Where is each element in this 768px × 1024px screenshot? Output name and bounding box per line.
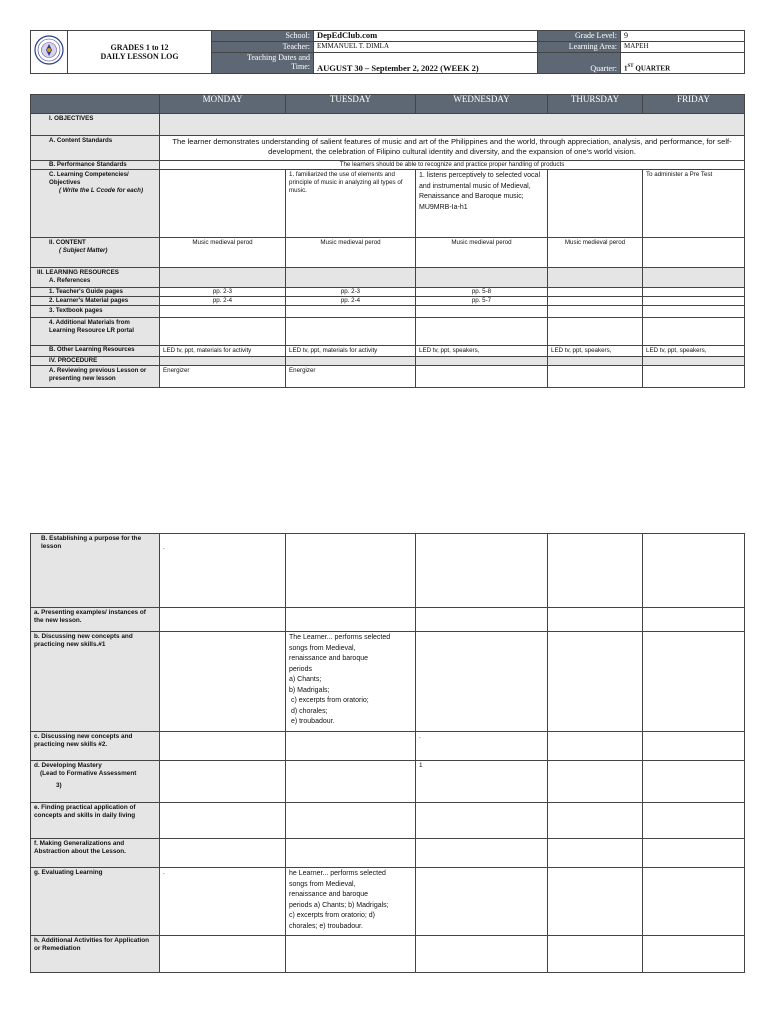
evaluating-wednesday [416, 868, 548, 936]
other-resources-row [31, 346, 745, 357]
mastery-label [31, 761, 160, 803]
generalizations-friday [643, 839, 745, 868]
resources-wednesday [416, 268, 548, 288]
mastery-line1: d. Developing Mastery [34, 762, 102, 769]
generalizations-tuesday [286, 839, 416, 868]
mastery-thursday [548, 761, 643, 803]
other-resources-tuesday: LED tv, ppt, materials for activity [286, 346, 416, 357]
learning-area-value: MAPEH [621, 42, 745, 53]
content-label [31, 238, 160, 268]
discuss1-tuesday [286, 632, 416, 732]
examples-row [31, 608, 745, 632]
generalizations-wednesday [416, 839, 548, 868]
practical-label: e. Finding practical application of concepts and skills in daily living [31, 803, 160, 839]
teachers-guide-friday [643, 288, 745, 297]
content-tuesday: Music medieval perod [286, 238, 416, 268]
teachers-guide-label: 1. Teacher's Guide pages [31, 288, 160, 297]
textbook-thursday [548, 306, 643, 318]
competencies-tuesday: 1. familiarized the use of elements and principle of music in analyzing all types of music. [286, 170, 416, 238]
evaluating-line: he Learner... performs selected [289, 870, 386, 877]
generalizations-thursday [548, 839, 643, 868]
resources-friday [643, 268, 745, 288]
other-resources-wednesday: LED tv, ppt, speakers, [416, 346, 548, 357]
reviewing-label: A. Reviewing previous Lesson or presenting new lesson [31, 366, 160, 388]
purpose-friday [643, 534, 745, 608]
additional-materials-friday [643, 318, 745, 346]
additional-activities-label: h. Additional Activities for Application or Remediation [31, 936, 160, 973]
examples-friday [643, 608, 745, 632]
discuss1-wednesday [416, 632, 548, 732]
discuss1-line: b) Madrigals; [289, 686, 330, 694]
competencies-note: ( Write the L Ccode for each) [59, 187, 144, 194]
performance-standards-label: B. Performance Standards [31, 161, 160, 170]
other-resources-thursday: LED tv, ppt, speakers, [548, 346, 643, 357]
procedure-wednesday [416, 357, 548, 366]
purpose-tuesday [286, 534, 416, 608]
content-wednesday: Music medieval perod [416, 238, 548, 268]
purpose-wednesday [416, 534, 548, 608]
discuss1-line: a) Chants; [289, 676, 322, 683]
performance-standards-row [31, 161, 745, 170]
learners-material-label: 2. Learner's Material pages [31, 297, 160, 306]
other-resources-label: B. Other Learning Resources [31, 346, 160, 357]
textbook-friday [643, 306, 745, 318]
day-header-friday: FRIDAY [643, 95, 745, 114]
discuss2-friday [643, 732, 745, 761]
day-header-tuesday: TUESDAY [286, 95, 416, 114]
content-title: II. CONTENT [49, 239, 86, 246]
textbook-monday [160, 306, 286, 318]
objectives-row [31, 114, 745, 136]
textbook-row [31, 306, 745, 318]
evaluating-line: songs from Medieval, [289, 880, 356, 888]
discuss2-row [31, 732, 745, 761]
day-header-monday: MONDAY [160, 95, 286, 114]
procedure-thursday [548, 357, 643, 366]
discuss1-line: e) troubadour. [289, 718, 335, 725]
practical-friday [643, 803, 745, 839]
generalizations-row [31, 839, 745, 868]
teaching-dates-label-line2: Time: [291, 62, 310, 71]
lesson-log-table [30, 94, 745, 388]
generalizations-label: f. Making Generalizations and Abstraction about the Lesson. [31, 839, 160, 868]
resources-label [31, 268, 160, 288]
form-title [68, 31, 212, 74]
resources-title: III. LEARNING RESOURCES [37, 269, 119, 276]
reviewing-friday [643, 366, 745, 388]
resources-thursday [548, 268, 643, 288]
deped-seal-logo [31, 31, 68, 74]
day-header-thursday: THURSDAY [548, 95, 643, 114]
additional-materials-row [31, 318, 745, 346]
purpose-monday: . [160, 534, 286, 608]
content-standards-label: A. Content Standards [31, 136, 160, 161]
learners-material-row [31, 297, 745, 306]
form-title-line1: GRADES 1 to 12 [110, 43, 169, 52]
objectives-label: I. OBJECTIVES [31, 114, 160, 136]
examples-wednesday [416, 608, 548, 632]
teachers-guide-tuesday: pp. 2-3 [286, 288, 416, 297]
generalizations-monday [160, 839, 286, 868]
discuss2-wednesday: . [416, 732, 548, 761]
quarter-value [621, 53, 745, 74]
content-note: ( Subject Matter) [59, 247, 108, 254]
competencies-thursday [548, 170, 643, 238]
resources-tuesday [286, 268, 416, 288]
evaluating-line: c) excerpts from oratorio; d) [289, 912, 375, 919]
examples-thursday [548, 608, 643, 632]
mastery-tuesday [286, 761, 416, 803]
evaluating-line: periods a) Chants; b) Madrigals; [289, 901, 389, 909]
textbook-wednesday [416, 306, 548, 318]
learning-area-label: Learning Area: [538, 42, 621, 53]
learners-material-friday [643, 297, 745, 306]
mastery-wednesday: 1 [416, 761, 548, 803]
purpose-row [31, 534, 745, 608]
content-standards-row [31, 136, 745, 161]
discuss2-tuesday [286, 732, 416, 761]
discuss1-label: b. Discussing new concepts and practicing new skills.#1 [31, 632, 160, 732]
teachers-guide-monday: pp. 2-3 [160, 288, 286, 297]
quarter-superscript: ST [627, 63, 634, 69]
discuss1-friday [643, 632, 745, 732]
additional-activities-friday [643, 936, 745, 973]
discuss1-thursday [548, 632, 643, 732]
quarter-number: 1 [624, 64, 628, 72]
other-resources-friday: LED tv, ppt, speakers, [643, 346, 745, 357]
procedure-friday [643, 357, 745, 366]
purpose-thursday [548, 534, 643, 608]
reviewing-monday: Energizer [160, 366, 286, 388]
additional-materials-monday [160, 318, 286, 346]
learners-material-tuesday: pp. 2-4 [286, 297, 416, 306]
reviewing-row [31, 366, 745, 388]
practical-row [31, 803, 745, 839]
content-thursday: Music medieval perod [548, 238, 643, 268]
competencies-wednesday: 1. listens perceptively to selected vocal and instrumental music of Medieval, Renaissance and Baroque music; MU9MRB-Ia-h1 [416, 170, 548, 238]
textbook-tuesday [286, 306, 416, 318]
discuss1-monday [160, 632, 286, 732]
resources-row [31, 268, 745, 288]
other-resources-monday: LED tv, ppt, materials for activity [160, 346, 286, 357]
content-standards-text: The learner demonstrates understanding of salient features of music and art of the Philippines and the world, through appreciation, analysis, and performance, for self-development, the celebration of Filipino cultural identity and diversity, and the expansion of one's world vision. [160, 136, 745, 161]
procedure-tuesday [286, 357, 416, 366]
mastery-line3: 3) [56, 781, 62, 789]
procedure-row [31, 357, 745, 366]
reviewing-tuesday: Energizer [286, 366, 416, 388]
procedure-label: IV. PROCEDURE [31, 357, 160, 366]
procedure-monday [160, 357, 286, 366]
references-label: A. References [49, 277, 91, 284]
mastery-monday [160, 761, 286, 803]
additional-activities-tuesday [286, 936, 416, 973]
school-label: School: [212, 31, 314, 42]
school-value: DepEdClub.com [314, 31, 538, 42]
textbook-label: 3. Textbook pages [31, 306, 160, 318]
competencies-label [31, 170, 160, 238]
day-header-empty [31, 95, 160, 114]
discuss1-row [31, 632, 745, 732]
grade-level-label: Grade Level: [538, 31, 621, 42]
additional-materials-label: 4. Additional Materials from Learning Resource LR portal [31, 318, 160, 346]
learners-material-thursday [548, 297, 643, 306]
teachers-guide-row [31, 288, 745, 297]
reviewing-thursday [548, 366, 643, 388]
competencies-monday [160, 170, 286, 238]
discuss1-line: songs from Medieval, [289, 644, 356, 652]
discuss1-line: c) excerpts from oratorio; [289, 697, 369, 704]
teacher-label: Teacher: [212, 42, 314, 53]
evaluating-friday [643, 868, 745, 936]
day-header-wednesday: WEDNESDAY [416, 95, 548, 114]
day-header-row [31, 95, 745, 114]
content-monday: Music medieval perod [160, 238, 286, 268]
learners-material-wednesday: pp. 5-7 [416, 297, 548, 306]
competencies-title: C. Learning Competencies/ Objectives [49, 171, 129, 186]
competencies-row [31, 170, 745, 238]
form-title-line2: DAILY LESSON LOG [100, 52, 179, 61]
teaching-dates-value: AUGUST 30 – September 2, 2022 (WEEK 2) [314, 53, 538, 74]
additional-materials-tuesday [286, 318, 416, 346]
discuss2-label: c. Discussing new concepts and practicing new skills #2. [31, 732, 160, 761]
procedure-table [30, 533, 745, 973]
practical-thursday [548, 803, 643, 839]
grade-level-value: 9 [621, 31, 745, 42]
discuss2-monday [160, 732, 286, 761]
evaluating-tuesday [286, 868, 416, 936]
examples-tuesday [286, 608, 416, 632]
mastery-row [31, 761, 745, 803]
teachers-guide-thursday [548, 288, 643, 297]
competencies-friday: To administer a Pre Test [643, 170, 745, 238]
purpose-label: B. Establishing a purpose for the lesson [31, 534, 160, 608]
mastery-line2: (Lead to Formative Assessment [40, 770, 137, 778]
practical-monday [160, 803, 286, 839]
resources-monday [160, 268, 286, 288]
evaluating-label: g. Evaluating Learning [31, 868, 160, 936]
teachers-guide-wednesday: pp. 5-8 [416, 288, 548, 297]
discuss1-line: periods [289, 665, 312, 673]
content-row [31, 238, 745, 268]
additional-materials-wednesday [416, 318, 548, 346]
evaluating-monday: . [160, 868, 286, 936]
evaluating-line: renaissance and baroque [289, 891, 369, 898]
evaluating-line: chorales; e) troubadour. [289, 922, 363, 930]
evaluating-row [31, 868, 745, 936]
additional-activities-row [31, 936, 745, 973]
content-friday [643, 238, 745, 268]
teacher-value: EMMANUEL T. DIMLA [314, 42, 538, 53]
examples-label: a. Presenting examples/ instances of the new lesson. [31, 608, 160, 632]
header-table [30, 30, 745, 74]
teaching-dates-label-line1: Teaching Dates and [247, 53, 310, 62]
learners-material-monday: pp. 2-4 [160, 297, 286, 306]
quarter-label: Quarter: [538, 53, 621, 74]
additional-activities-monday [160, 936, 286, 973]
objectives-span [160, 114, 745, 136]
practical-wednesday [416, 803, 548, 839]
performance-standards-text: The learners should be able to recognize and practice proper handling of products [160, 161, 745, 170]
practical-tuesday [286, 803, 416, 839]
quarter-word: QUARTER [633, 64, 671, 72]
discuss2-thursday [548, 732, 643, 761]
discuss1-line: renaissance and baroque [289, 655, 369, 662]
reviewing-wednesday [416, 366, 548, 388]
discuss1-line: d) chorales; [289, 707, 328, 715]
additional-activities-wednesday [416, 936, 548, 973]
additional-activities-thursday [548, 936, 643, 973]
additional-materials-thursday [548, 318, 643, 346]
mastery-friday [643, 761, 745, 803]
discuss1-line: The Learner... performs selected [289, 634, 391, 641]
examples-monday [160, 608, 286, 632]
evaluating-thursday [548, 868, 643, 936]
teaching-dates-label [212, 53, 314, 74]
